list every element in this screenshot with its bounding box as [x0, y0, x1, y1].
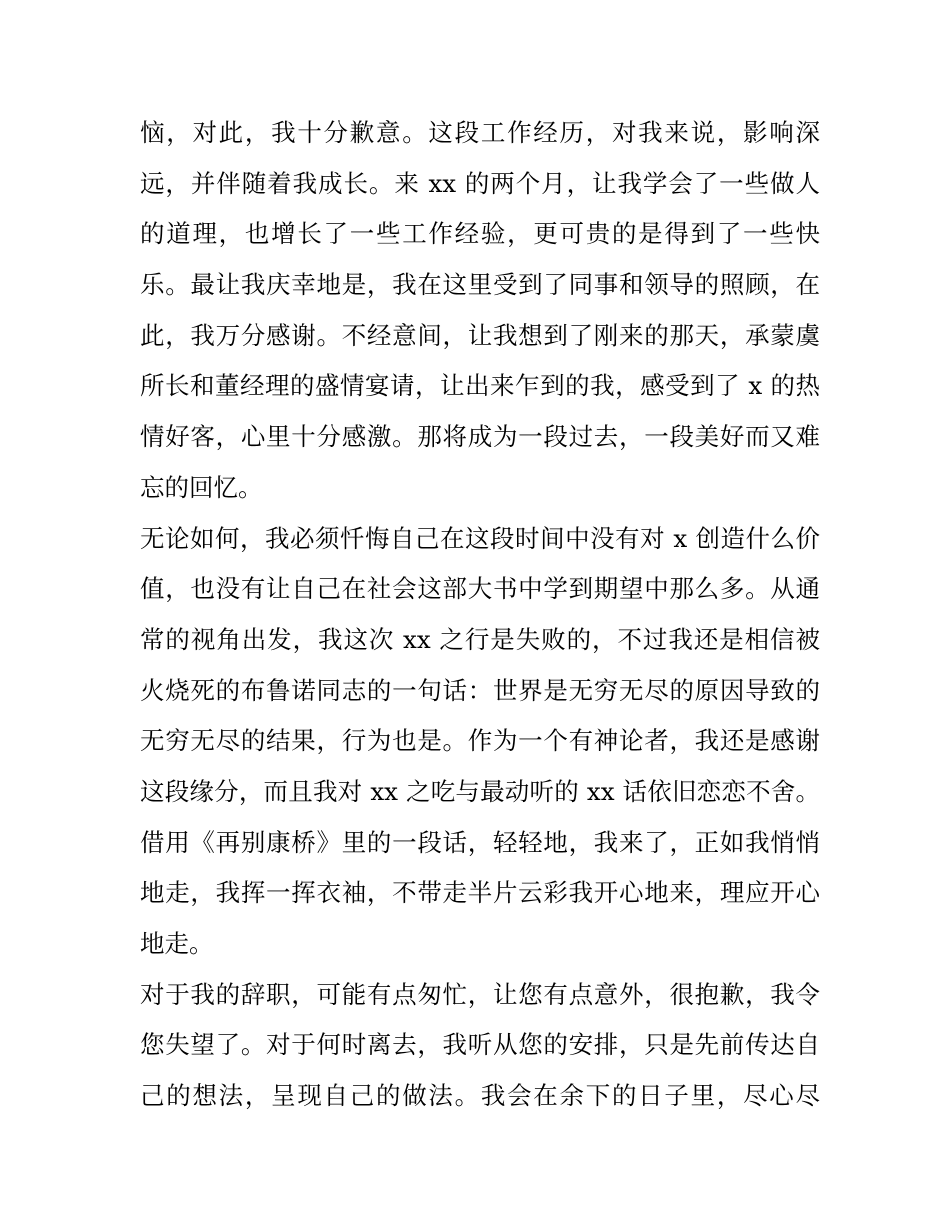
text-line: 远，并伴随着我成长。来 xx 的两个月，让我学会了一些做人	[140, 168, 820, 198]
text-line: 忘的回忆。	[140, 472, 263, 502]
text-line: 的道理，也增长了一些工作经验，更可贵的是得到了一些快	[140, 219, 820, 249]
body-text	[140, 108, 820, 1122]
text-line: 对于我的辞职，可能有点匆忙，让您有点意外，很抱歉，我令	[140, 979, 820, 1009]
text-line: 您失望了。对于何时离去，我听从您的安排，只是先前传达自	[140, 1030, 820, 1060]
text-line: 所长和董经理的盛情宴请，让出来乍到的我，感受到了 x 的热	[140, 371, 820, 401]
text-line: 这段缘分，而且我对 xx 之吃与最动听的 xx 话依旧恋恋不舍。	[140, 776, 820, 806]
text-line: 此，我万分感谢。不经意间，让我想到了刚来的那天，承蒙虞	[140, 320, 820, 350]
text-line: 值，也没有让自己在社会这部大书中学到期望中那么多。从通	[140, 574, 820, 604]
text-line: 常的视角出发，我这次 xx 之行是失败的，不过我还是相信被	[140, 624, 820, 654]
text-line: 情好客，心里十分感激。那将成为一段过去，一段美好而又难	[140, 422, 820, 452]
text-line: 无穷无尽的结果，行为也是。作为一个有神论者，我还是感谢	[140, 726, 820, 756]
text-line: 恼，对此，我十分歉意。这段工作经历，对我来说，影响深	[140, 118, 820, 147]
text-line: 乐。最让我庆幸地是，我在这里受到了同事和领导的照顾，在	[140, 270, 820, 300]
text-line: 无论如何，我必须忏悔自己在这段时间中没有对 x 创造什么价	[140, 523, 820, 553]
text-line: 借用《再别康桥》里的一段话，轻轻地，我来了，正如我悄悄	[140, 827, 820, 857]
text-line: 地走。	[140, 929, 214, 958]
text-line: 地走，我挥一挥衣袖，不带走半片云彩我开心地来，理应开心	[140, 878, 820, 908]
text-line: 火烧死的布鲁诺同志的一句话：世界是无穷无尽的原因导致的	[140, 675, 820, 705]
text-line: 己的想法，呈现自己的做法。我会在余下的日子里，尽心尽	[140, 1081, 820, 1111]
